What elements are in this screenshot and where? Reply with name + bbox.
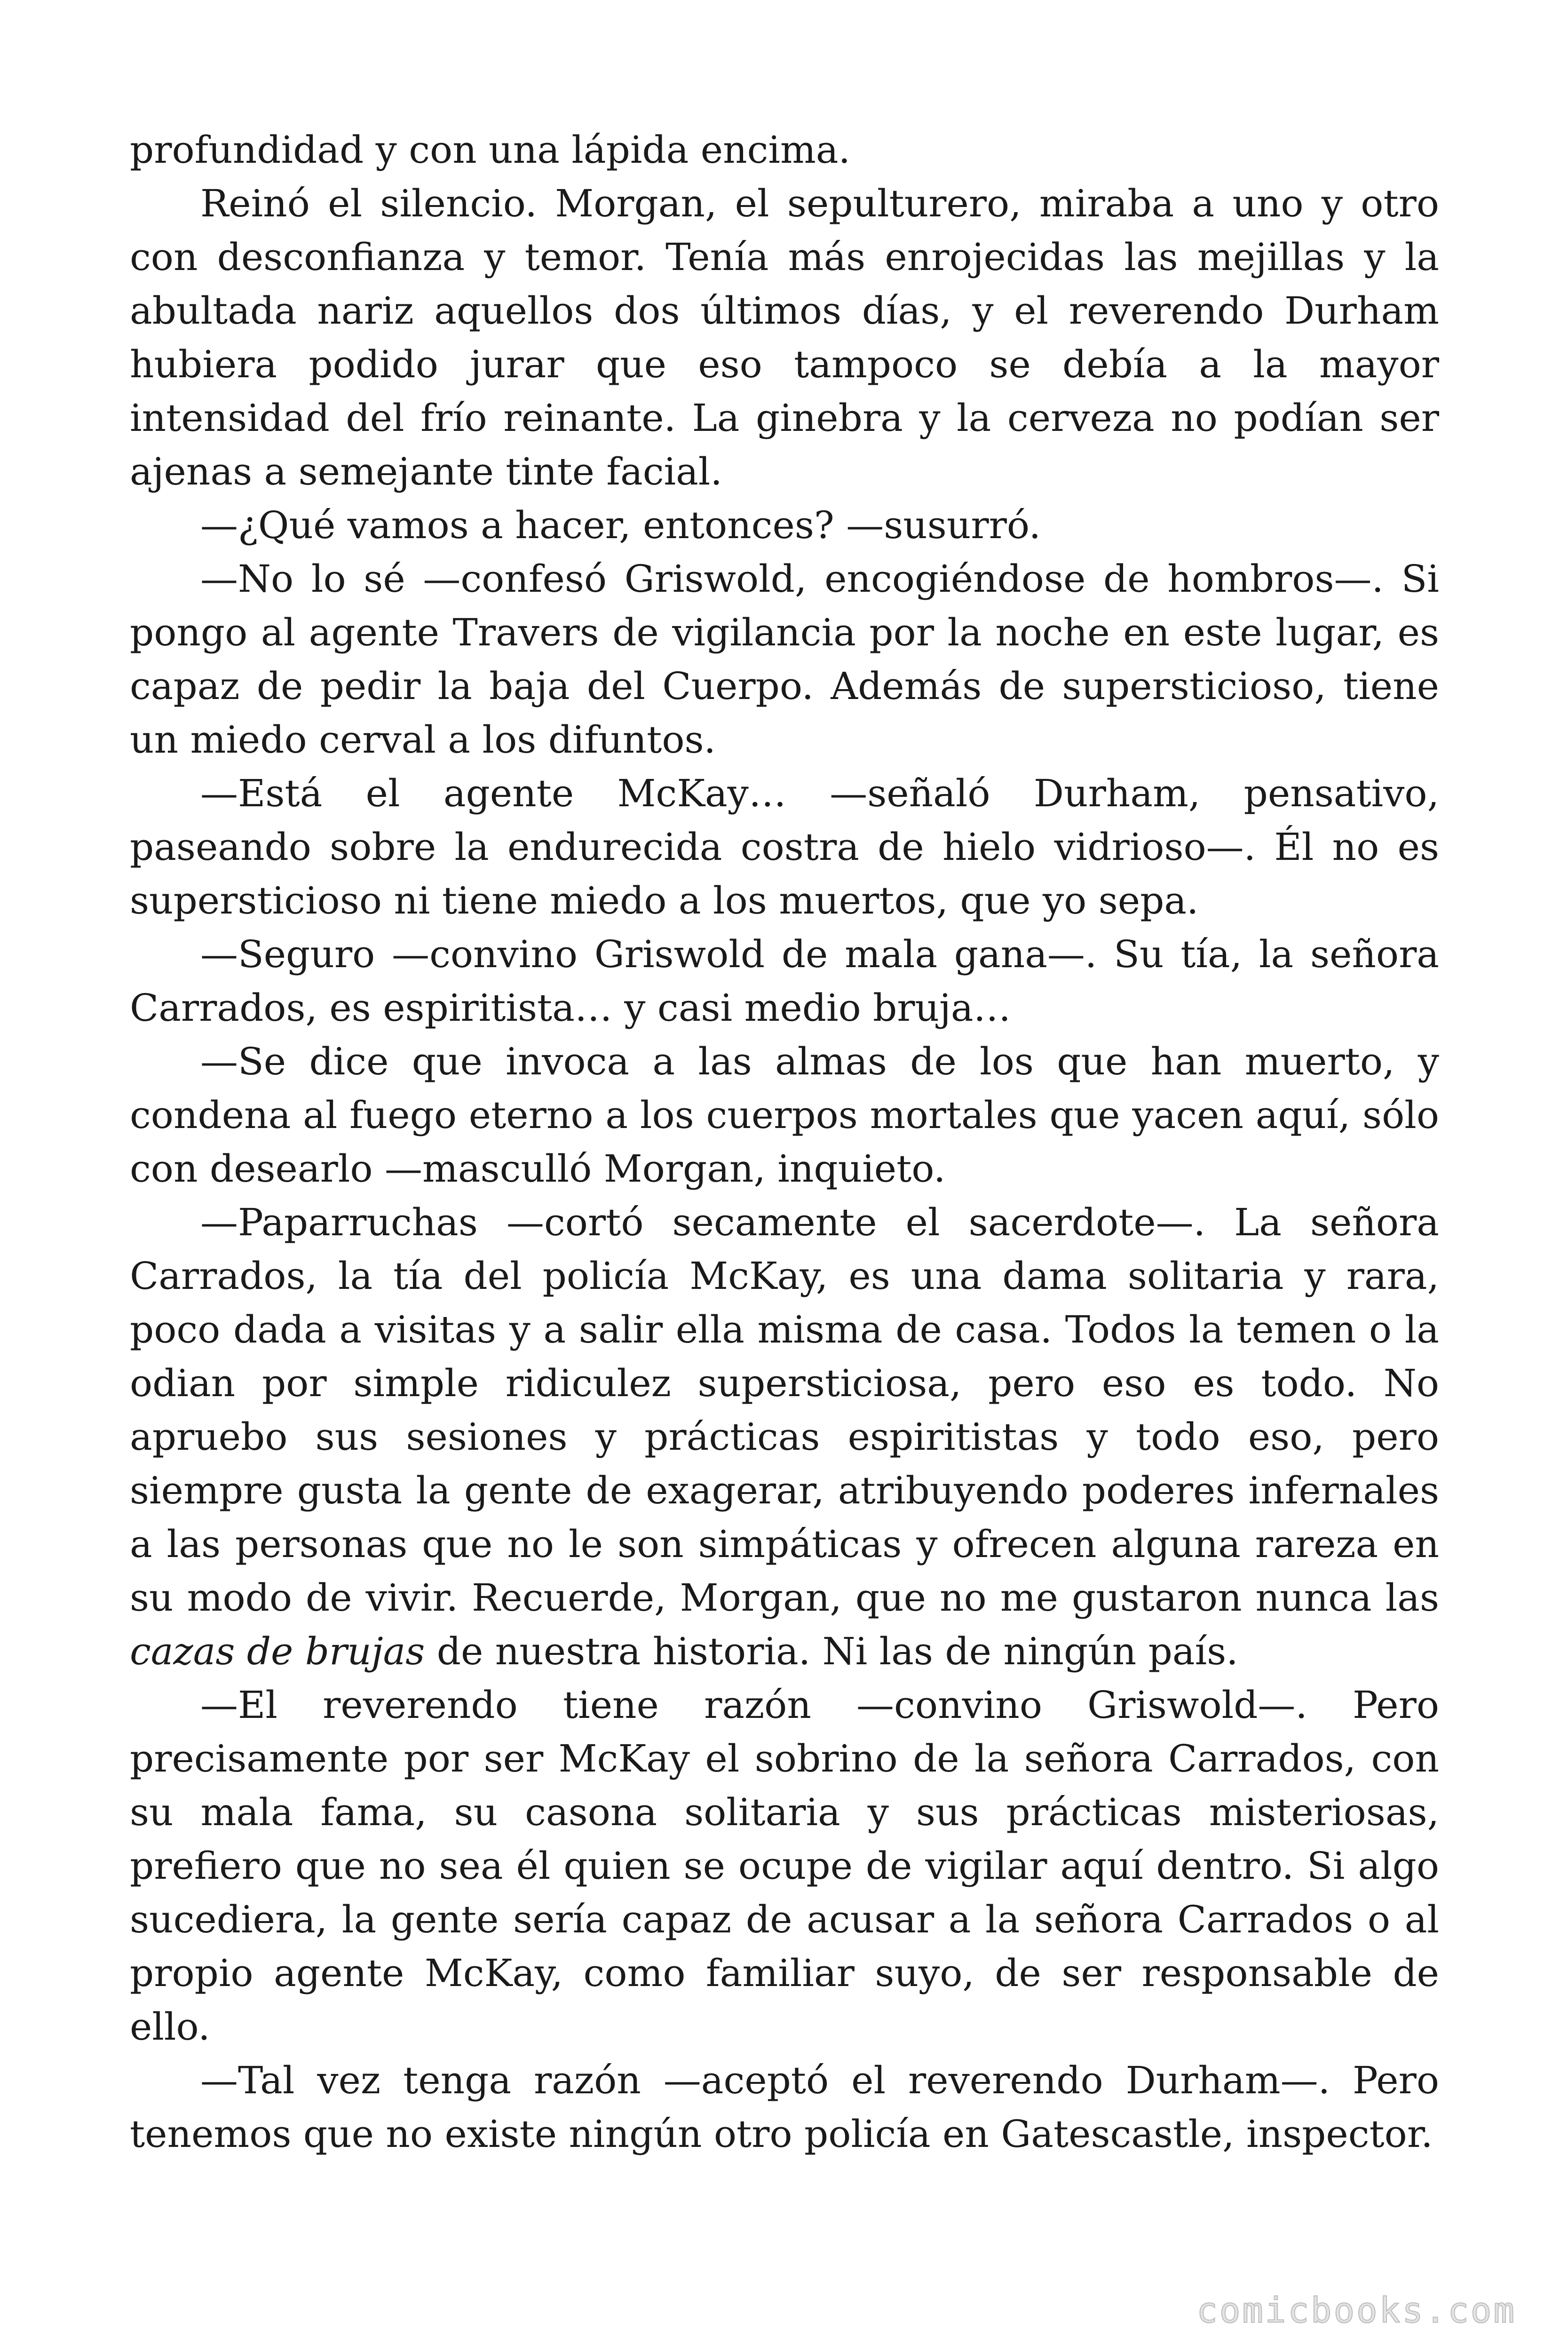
paragraph-4: —No lo sé —confesó Griswold, encogiéndose de hombros—. Si pongo al agente Travers de vigilancia por la noche en este lugar, es capaz de pedir la baja del Cuerpo. Además de supersticioso, tiene un miedo cerval a los difuntos. bbox=[130, 557, 1439, 762]
paragraph-8-text-before: —Paparruchas —cortó secamente el sacerdote—. La señora Carrados, la tía del policía McKay, es una dama solitaria y rara, poco dada a visitas y a salir ella misma de casa. Todos la temen o la odian por simple ridiculez supersticiosa, pero eso es todo. No apruebo sus sesiones y prácticas espiritistas y todo eso, pero siempre gusta la gente de exagerar, atribuyendo poderes infernales a las personas que no le son simpáticas y ofrecen alguna rareza en su modo de vivir. Recuerde, Morgan, que no me gustaron nunca las bbox=[130, 1200, 1439, 1620]
paragraph-9: —El reverendo tiene razón —convino Griswold—. Pero precisamente por ser McKay el sobrino de la señora Carrados, con su mala fama, su casona solitaria y sus prácticas misteriosas, prefiero que no sea él quien se ocupe de vigilar aquí dentro. Si algo sucediera, la gente sería capaz de acusar a la señora Carrados o al propio agente McKay, como familiar suyo, de ser responsable de ello. bbox=[130, 1683, 1439, 2049]
paragraph-8 bbox=[130, 1196, 1439, 1678]
paragraph-6: —Seguro —convino Griswold de mala gana—. Su tía, la señora Carrados, es espiritista… y casi medio bruja… bbox=[130, 932, 1439, 1030]
paragraph-10: —Tal vez tenga razón —aceptó el reverendo Durham—. Pero tenemos que no existe ningún otro policía en Gatescastle, inspector. bbox=[130, 2058, 1439, 2156]
paragraph-8-text-after: de nuestra historia. Ni las de ningún país. bbox=[436, 1629, 1238, 1673]
paragraph-1: profundidad y con una lápida encima. bbox=[130, 128, 850, 172]
book-page-body bbox=[130, 123, 1439, 2161]
paragraph-3: —¿Qué vamos a hacer, entonces? —susurró. bbox=[200, 503, 1041, 547]
paragraph-7: —Se dice que invoca a las almas de los que han muerto, y condena al fuego eterno a los cuerpos mortales que yacen aquí, sólo con desearlo —masculló Morgan, inquieto. bbox=[130, 1040, 1439, 1191]
watermark-text: comicbooks.com bbox=[1196, 2290, 1516, 2331]
paragraph-2: Reinó el silencio. Morgan, el sepulturero, miraba a uno y otro con desconfianza y temor. Tenía más enrojecidas las mejillas y la abultada nariz aquellos dos últimos días, y el reverendo Durham hubiera podido jurar que eso tampoco se debía a la mayor intensidad del frío reinante. La ginebra y la cerveza no podían ser ajenas a semejante tinte facial. bbox=[130, 182, 1439, 493]
paragraph-5: —Está el agente McKay… —señaló Durham, pensativo, paseando sobre la endurecida costra de hielo vidrioso—. Él no es supersticioso ni tiene miedo a los muertos, que yo sepa. bbox=[130, 771, 1439, 922]
italic-phrase: cazas de brujas bbox=[130, 1629, 425, 1673]
